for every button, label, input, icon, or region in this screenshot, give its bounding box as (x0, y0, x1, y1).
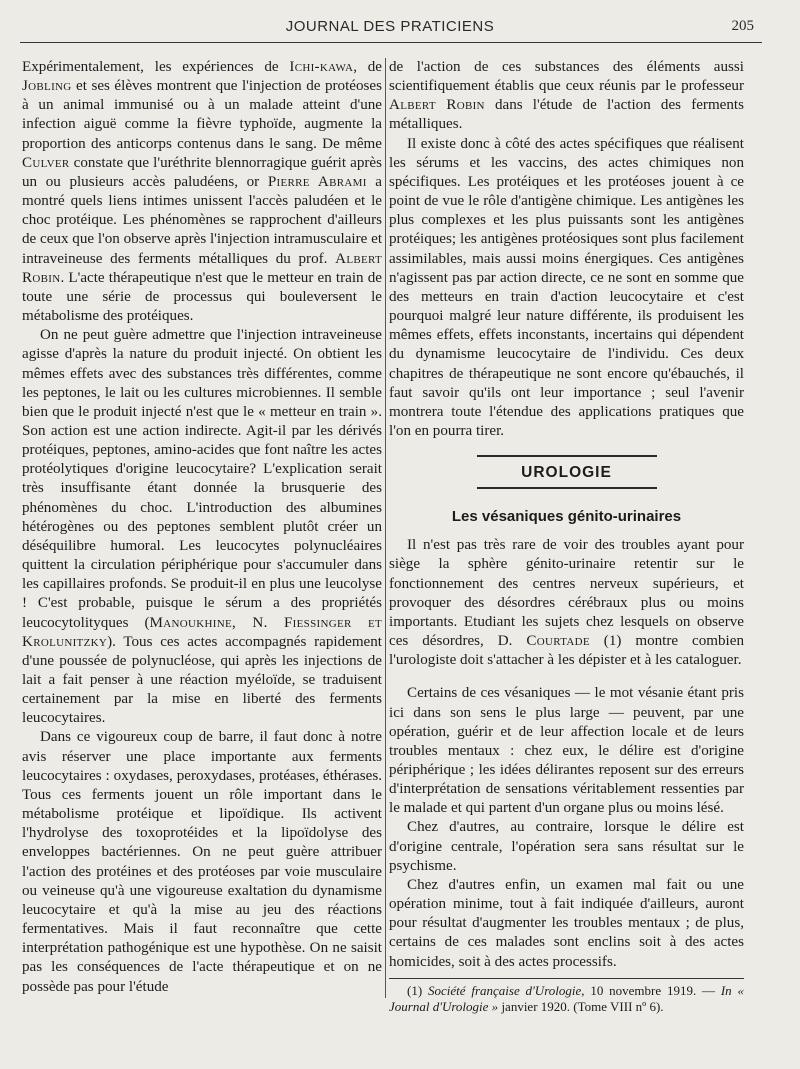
text-run: janvier 1920. (Tome VIII nº 6). (498, 998, 664, 1014)
text-run: constate que l'uréthrite blennorragique guérit après un ou plusieurs accès paludéens, or (22, 154, 382, 190)
text-run: a montré quels liens intimes unissent l'accès paludéen et le choc protéique. Les phénomènes se rapprochent d'ailleurs de ceux que l'on observe après l'injection intramusculaire et intraveineuse des ferments métalliques du prof. (22, 173, 383, 267)
paragraph (22, 58, 382, 326)
footnote-rule (389, 978, 744, 979)
footnote (389, 983, 744, 1015)
running-head (20, 14, 760, 44)
paragraph: Dans ce vigoureux coup de barre, il faut donc à notre avis réserver une place importante aux ferments leucocytaires : oxydases, peroxydases, protéases, éthérases. Tous ces ferments jouent un rôle important dans le métabolisme protéique et lipoïdique. Ils activent l'hydrolyse des toxoprotéides et la lipoïdolyse des enveloppes bactériennes. On ne peut guère attribuer l'action des protéines et des protéoses par voie musculaire ou veineuse qu'à une vigoureuse exaltation du dynamisme leucocytaire et qu'à la mise au jeu des réactions fermentatives. Mais il faut reconnaître que cette interprétation pathogénique est une hypothèse. On ne saisit pas les conséquences de l'acte thérapeutique et on ne possède pas pour l'étude (22, 729, 382, 995)
author-name: Culver (22, 154, 70, 171)
text-run: . L'acte thérapeutique n'est que le metteur en train de toute une série de processus qui bouleversent le métabolisme des protéiques. (22, 269, 382, 325)
author-name: Manoukhine, N. Fiessinger et Krolunitzky (22, 614, 382, 650)
text-run: In « Journal d'Urologie » (389, 982, 744, 1014)
footnote-mark: (1) (407, 982, 428, 998)
text-run: de l'action de ces substances des éléments aussi scientifiquement établis que ceux réunis par le professeur (389, 59, 744, 95)
paragraph: Chez d'autres, au contraire, lorsque le délire est d'origine centrale, l'opération sera sans résultat sur le psychisme. (389, 819, 744, 874)
journal-title: JOURNAL DES PRATICIENS (285, 18, 495, 35)
right-column (389, 58, 744, 1015)
text-run: On ne peut guère admettre que l'injection intraveineuse agisse d'après la nature du produit injecté. On obtient les mêmes effets avec des substances très différentes, comme les peptones, le lait ou les cultures microbiennes. Il semble bien que le produit injecté n'est que le « metteur en train ». Son action est une action indirecte. Agit-il par les dérivés protéiques, peptones, amino-acides que font naître les actes protéolytiques d'origine leucocytaire? L'explication serait très insuffisante étant donnée la brusquerie des phénomènes du choc. L'introduction des albumines hétérogènes ou des peptones semblent plutôt créer un déséquilibre humoral. Les leucocytes polynucléaires quittent la circulation périphérique pour s'accumuler dans les capillaires profonds. Se produit-il en plus une leucolyse ! C'est probable, puisque le sérum a des propriétés leucocytolityques ( (22, 327, 382, 631)
text-run: (1) montre combien l'urologiste doit s'attacher à les dépister et à les cataloguer. (389, 633, 744, 669)
paragraph (389, 536, 744, 670)
header-rule (20, 42, 762, 43)
section-title: UROLOGIE (521, 463, 612, 481)
paragraph: Il existe donc à côté des actes spécifiques que réalisent les sérums et les vaccins, des actes chimiques non spécifiques. Les protéiques et les protéoses jouent à ce point de vue le rôle d'antigène chimique. Les antigènes les plus complexes et les plus puissants sont les antigènes protéiques; les antigènes protéosiques sont plus facilement assimilables, mais aussi moins énergiques. Ces antigènes n'agissent pas par action directe, ce ne sont en somme que des metteurs en train d'action leucocytaire et c'est pourquoi malgré leur nature différente, ils produisent les mêmes effets, effets inconstants, incertains qui dépendent du dynamisme leucocytaire de l'individu. Ces deux chapitres de thérapeutique ne sont encore qu'ébauchés, il faut savoir qu'ils ont leur importance ; seul l'avenir montrera toute l'étendue des applications pratiques que l'on en pourra tirer. (389, 135, 744, 439)
author-name: Pierre Abrami (267, 173, 367, 190)
column-separator (385, 58, 386, 998)
text-run: , de (353, 59, 382, 75)
left-column (22, 58, 382, 997)
author-name: Albert Robin (22, 250, 382, 286)
paragraph (389, 58, 744, 135)
text-run: Expérimentalement, les expériences de (22, 59, 290, 75)
paragraph: Certains de ces vésaniques — le mot vésanie étant pris ici dans son sens le plus large — peuvent, par une opération, guérir et de leur affection locale et de leurs troubles mentaux : chez eux, le délire est d'origine périphérique ; les idées délirantes reposent sur des erreurs d'interprétation de sensations véritablement ressenties par le malade et qui partent d'un organe plus ou moins lésé. (389, 685, 744, 817)
text-run: et ses élèves montrent que l'injection de protéoses à un animal immunisé ou à un malade atteint d'une infection aiguë comme la fièvre typhoïde, augmente la proportion des anticorps contenus dans le sang. De même (22, 78, 382, 152)
text-run: 10 novembre 1919. — (584, 982, 721, 998)
text-run: dans l'étude de l'action des ferments métalliques. (389, 97, 744, 133)
text-run: Il n'est pas très rare de voir des troubles ayant pour siège la sphère génito-urinaire retentir sur le fonctionnement des centres nerveux supérieurs, et provoquer des désordres cérébraux plus ou moins importants. Etudiant les sujets chez lesquels on observe ces désordres, D. (389, 537, 744, 650)
author-name: Albert Robin (389, 97, 485, 114)
paragraph (22, 326, 382, 728)
paragraph: Chez d'autres enfin, un examen mal fait ou une opération minime, tout à fait indiquée d'ailleurs, auront pour résultat d'augmenter les troubles mentaux ; de plus, certains de ces malades sont enclins soit à des actes homicides, soit à des actes processifs. (389, 876, 744, 970)
author-name: Courtade (526, 633, 590, 650)
author-name: Jobling (22, 78, 72, 95)
article-title: Les vésaniques génito-urinaires (451, 508, 682, 526)
author-name: Ichi-kawa (289, 59, 354, 75)
page-number: 205 (731, 18, 754, 34)
text-run: ). Tous ces actes accompagnés rapidement d'une poussée de polynucléose, qui après les injections de lait a fait penser à une réaction myéloïde, se traduisent certainement par la mise en liberté des ferments leucocytaires. (22, 633, 382, 727)
text-run: Société française d'Urologie, (427, 982, 585, 998)
section-heading-box (477, 455, 657, 489)
